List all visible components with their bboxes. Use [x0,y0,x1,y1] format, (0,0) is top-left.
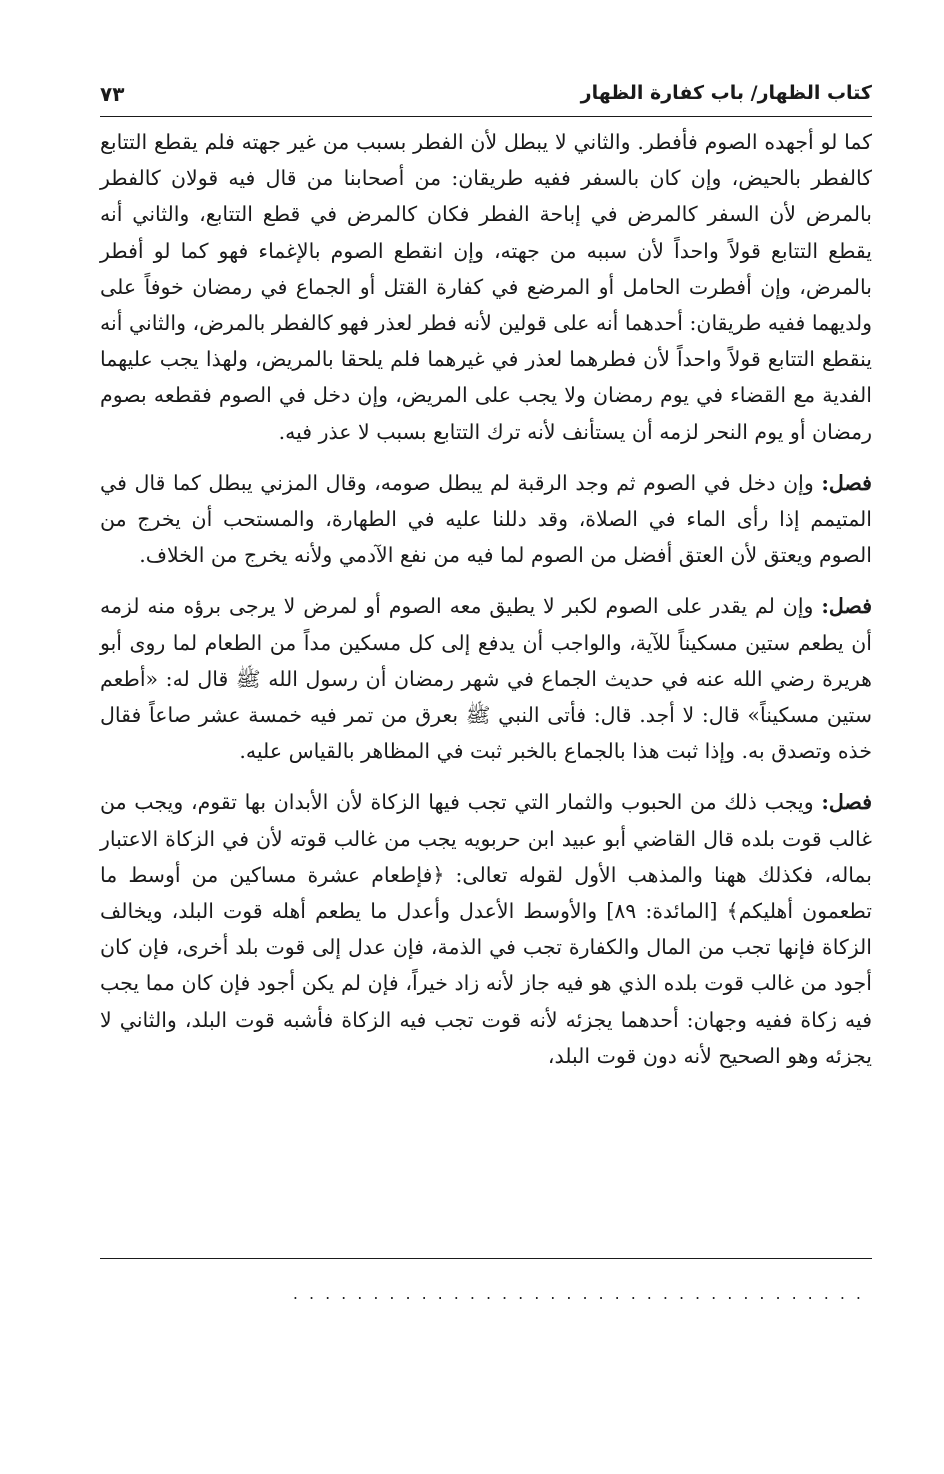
running-header [100,78,872,112]
body-text [100,124,872,1089]
section-label: فصل: [821,470,872,495]
paragraph-continuation: كما لو أجهده الصوم فأفطر. والثاني لا يبطل لأن الفطر بسبب من غير جهته فلم يقطع التتابع كالفطر بالحيض، وإن كان بالسفر ففيه طريقان: من أصحابنا من قال فيه قولان كالفطر بالمرض لأن السفر كالمرض في إباحة الفطر فكان كالمرض في قطع التتابع، والثاني أنه يقطع التتابع قولاً واحداً لأن سببه من جهته، وإن انقطع الصوم بالإغماء فهو كما لو أفطر بالمرض، وإن أفطرت الحامل أو المرضع في كفارة القتل أو الجماع في رمضان خوفاً على ولديهما ففيه طريقان: أحدهما أنه على قولين لأنه فطر لعذر فهو كالفطر بالمرض، والثاني أنه ينقطع التتابع قولاً واحداً لأن فطرهما لعذر في غيرهما فلم يلحقا بالمريض، ولهذا يجب عليهما الفدية مع القضاء في يوم رمضان ولا يجب على المريض، وإن دخل في الصوم فقطعه بصوم رمضان أو يوم النحر لزمه أن يستأنف لأنه ترك التتابع بسبب لا عذر فيه. [100,130,872,444]
section-label: فصل: [821,790,872,815]
chapter-title: كتاب الظهار/ باب كفارة الظهار [580,82,872,104]
section-text: وإن لم يقدر على الصوم لكبر لا يطيق معه الصوم أو لمرض لا يرجى برؤه منه لزمه أن يطعم ستين مسكيناً للآية، والواجب أن يدفع إلى كل مسكين مداً من الطعام لما روى أبو هريرة رضي الله عنه في حديث الجماع في شهر رمضان أن رسول الله ﷺ قال له: «أطعم ستين مسكيناً» قال: لا أجد. قال: فأتى النبي ﷺ بعرق من تمر فيه خمسة عشر صاعاً فقال خذه وتصدق به. وإذا ثبت هذا بالجماع بالخبر ثبت في المظاهر بالقياس عليه. [100,594,872,764]
section-paragraph-4 [100,784,872,1074]
footnote-rule [100,1258,872,1259]
section-text: ويجب ذلك من الحبوب والثمار التي تجب فيها الزكاة لأن الأبدان بها تقوم، ويجب من غالب قوت بلده قال القاضي أبو عبيد ابن حربويه يجب من غالب قوته لأن في الزكاة الاعتبار بماله، فكذلك ههنا والمذهب الأول لقوله تعالى: ﴿فإطعام عشرة مساكين من أوسط ما تطعمون أهليكم﴾ [المائدة: ٨٩] والأوسط الأعدل وأعدل ما يطعم أهله قوت البلد، ويخالف الزكاة فإنها تجب من المال والكفارة تجب في الذمة، فإن عدل إلى قوت بلد أخرى، فإن كان أجود من غالب قوت بلده الذي هو فيه جاز لأنه زاد خيراً، فإن لم يكن أجود فإن كان مما يجب فيه زكاة ففيه وجهان: أحدهما يجزئه لأنه قوت تجب فيه الزكاة فأشبه قوت البلد، والثاني لا يجزئه وهو الصحيح لأنه دون قوت البلد، [100,790,873,1068]
section-paragraph-3 [100,588,872,769]
page-number: ٧٣ [100,82,125,106]
header-rule [100,116,872,117]
section-paragraph-2 [100,465,872,574]
section-text: وإن دخل في الصوم ثم وجد الرقبة لم يبطل صومه، وقال المزني يبطل كما قال في المتيمم إذا رأى الماء في الصلاة، وقد دللنا عليه في الطهارة، والمستحب أن يخرج من الصوم ويعتق لأن العتق أفضل من الصوم لما فيه من نفع الآدمي ولأنه يخرج من الخلاف. [100,470,872,568]
section-label: فصل: [821,594,872,619]
dot-leader: .................................... [292,1284,872,1303]
